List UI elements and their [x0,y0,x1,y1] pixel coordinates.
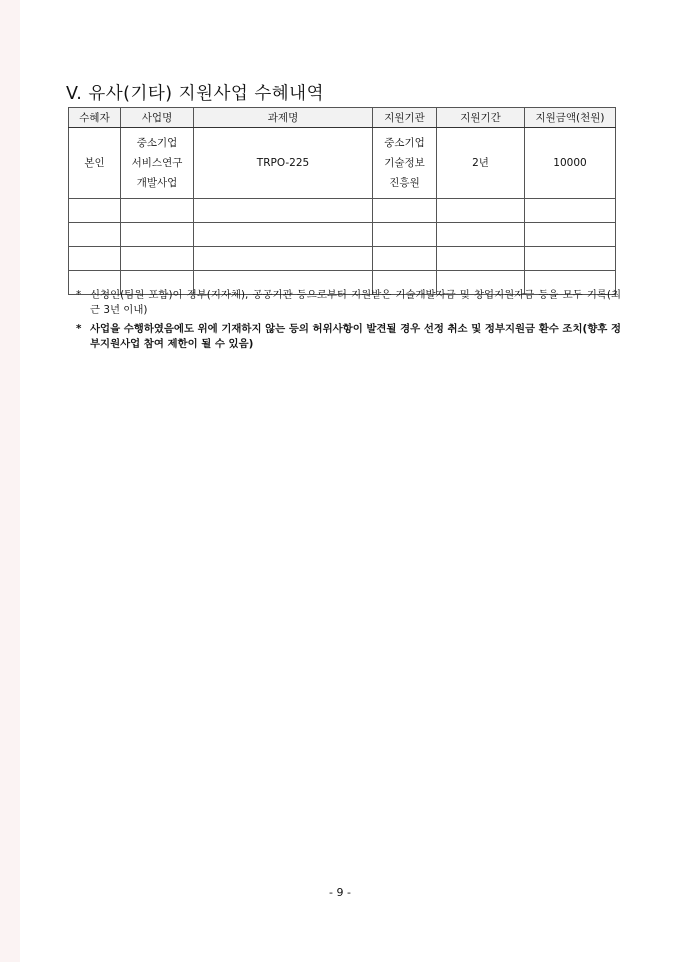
program-line: 중소기업 [136,137,178,149]
empty-cell [373,199,437,223]
note-asterisk: * [76,289,82,301]
empty-cell [373,223,437,247]
empty-cell [525,247,616,271]
empty-cell [69,223,121,247]
support-history-table [68,107,616,295]
header-amount: 지원금액(천원) [525,108,616,128]
empty-cell [121,223,194,247]
program-line: 개발사업 [136,177,178,189]
notes-section [76,288,621,356]
table-header-row [69,108,616,128]
header-project-name: 과제명 [194,108,373,128]
empty-cell [194,223,373,247]
note-text: 사업을 수행하였음에도 위에 기재하지 않는 등의 허위사항이 발견될 경우 선정 취소 및 정부지원금 환수 조치(향후 정부지원사업 참여 제한이 될 수 있음) [90,323,621,350]
empty-cell [437,247,525,271]
empty-cell [437,223,525,247]
header-recipient: 수혜자 [69,108,121,128]
cell-project-name: TRPO-225 [194,128,373,199]
cell-amount: 10000 [525,128,616,199]
table-row-empty [69,247,616,271]
cell-agency [373,128,437,199]
empty-cell [121,247,194,271]
cell-program-name [121,128,194,199]
empty-cell [194,199,373,223]
header-agency: 지원기관 [373,108,437,128]
note-asterisk: * [76,323,82,335]
table-row-empty [69,223,616,247]
empty-cell [437,199,525,223]
agency-line: 중소기업 [384,137,425,149]
cell-period: 2년 [437,128,525,199]
empty-cell [69,247,121,271]
empty-cell [525,199,616,223]
note-text: 신청인(팀원 포함)이 정부(지자체), 공공기관 등으로부터 지원받은 기술개발자금 및 창업지원자금 등을 모두 기록(최근 3년 이내) [90,289,621,316]
table-row [69,128,616,199]
empty-cell [373,247,437,271]
empty-cell [525,223,616,247]
empty-cell [194,247,373,271]
note-item [76,288,621,318]
program-line: 서비스연구 [131,157,183,169]
cell-recipient: 본인 [69,128,121,199]
header-period: 지원기간 [437,108,525,128]
note-item-warning [76,322,621,352]
agency-line: 기술정보 [384,157,425,169]
section-title: V. 유사(기타) 지원사업 수혜내역 [66,84,324,104]
table-row-empty [69,199,616,223]
empty-cell [121,199,194,223]
header-program-name: 사업명 [121,108,194,128]
agency-line: 진흥원 [389,177,420,189]
page-margin-strip [0,0,20,962]
empty-cell [69,199,121,223]
page-number: - 9 - [329,886,351,899]
